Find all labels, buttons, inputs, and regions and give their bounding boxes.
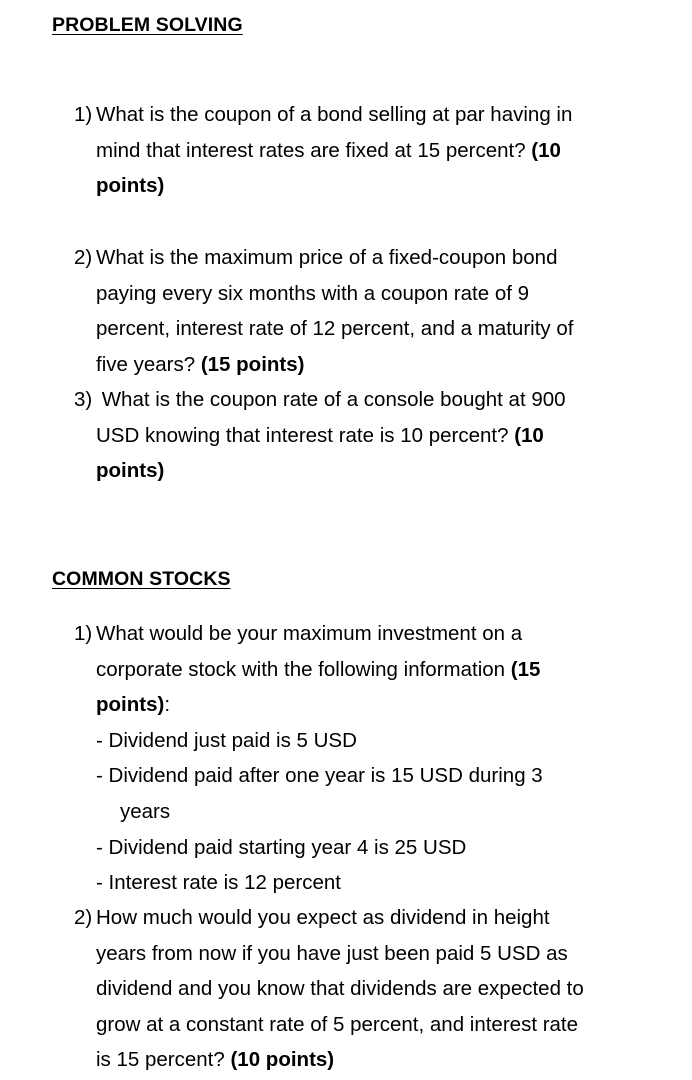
question-line [74, 168, 664, 204]
question-text: paying every six months with a coupon rate of 9 [96, 281, 530, 305]
points-label: (10 points) [230, 1048, 335, 1072]
section-title-problem-solving: PROBLEM SOLVING [52, 14, 243, 36]
question-text: What is the coupon of a bond selling at par having in [96, 103, 573, 126]
question-line [74, 133, 664, 169]
question-line [74, 616, 664, 652]
bullet-item: - Dividend paid starting year 4 is 25 USD [96, 835, 467, 859]
question-number: 2) [74, 246, 93, 269]
question-number: 1) [74, 622, 93, 645]
question-number: 2) [74, 906, 93, 929]
question-line [74, 971, 664, 1007]
bullet-item: - Interest rate is 12 percent [96, 871, 341, 895]
question-line [74, 1007, 664, 1043]
question-text: years from now if you have just been paid 5 USD as [96, 941, 568, 965]
question-text: mind that interest rates are fixed at 15 percent? [96, 138, 532, 162]
question-3 [74, 382, 664, 489]
question-line [74, 382, 664, 418]
bullet-continuation: years [120, 799, 171, 823]
question-line [74, 418, 664, 454]
question-line [74, 347, 664, 383]
question-line [74, 900, 664, 936]
question-text: is 15 percent? [96, 1048, 231, 1072]
question-text: What would be your maximum investment on a [96, 622, 523, 645]
points-label: points) [96, 693, 165, 717]
points-label: (15 [510, 657, 541, 681]
stock-question-1 [74, 616, 664, 901]
bullet-item: - Dividend paid after one year is 15 USD during 3 [96, 764, 543, 788]
question-text: corporate stock with the following information [96, 657, 511, 681]
question-line [74, 276, 664, 312]
question-text: What is the coupon rate of a console bought at 900 [96, 388, 566, 411]
points-label: points) [96, 459, 165, 483]
points-label: (10 [514, 423, 544, 447]
question-2 [74, 240, 664, 382]
question-text: What is the maximum price of a fixed-coupon bond [96, 246, 558, 269]
question-line [74, 453, 664, 489]
bullet-item: - Dividend just paid is 5 USD [96, 728, 357, 752]
question-text: grow at a constant rate of 5 percent, and interest rate [96, 1012, 579, 1036]
question-line [74, 1042, 664, 1078]
question-text: dividend and you know that dividends are expected to [96, 977, 584, 1001]
question-text: : [164, 693, 171, 717]
question-1 [74, 97, 664, 204]
question-text: percent, interest rate of 12 percent, and a maturity of [96, 317, 574, 341]
question-text: five years? [96, 352, 201, 376]
question-text: USD knowing that interest rate is 10 percent? [96, 423, 515, 447]
question-line [74, 652, 664, 688]
section-title-common-stocks: COMMON STOCKS [52, 568, 231, 590]
question-line [74, 687, 664, 723]
question-line [74, 936, 664, 972]
question-number: 1) [74, 103, 93, 126]
question-line [74, 240, 664, 276]
question-line [74, 97, 664, 133]
question-text: How much would you expect as dividend in height [96, 906, 550, 929]
points-label: points) [96, 174, 165, 198]
question-line [74, 311, 664, 347]
points-label: (15 points) [200, 352, 305, 376]
question-number: 3) [74, 388, 93, 411]
points-label: (10 [531, 138, 561, 162]
stock-question-2 [74, 900, 664, 1078]
